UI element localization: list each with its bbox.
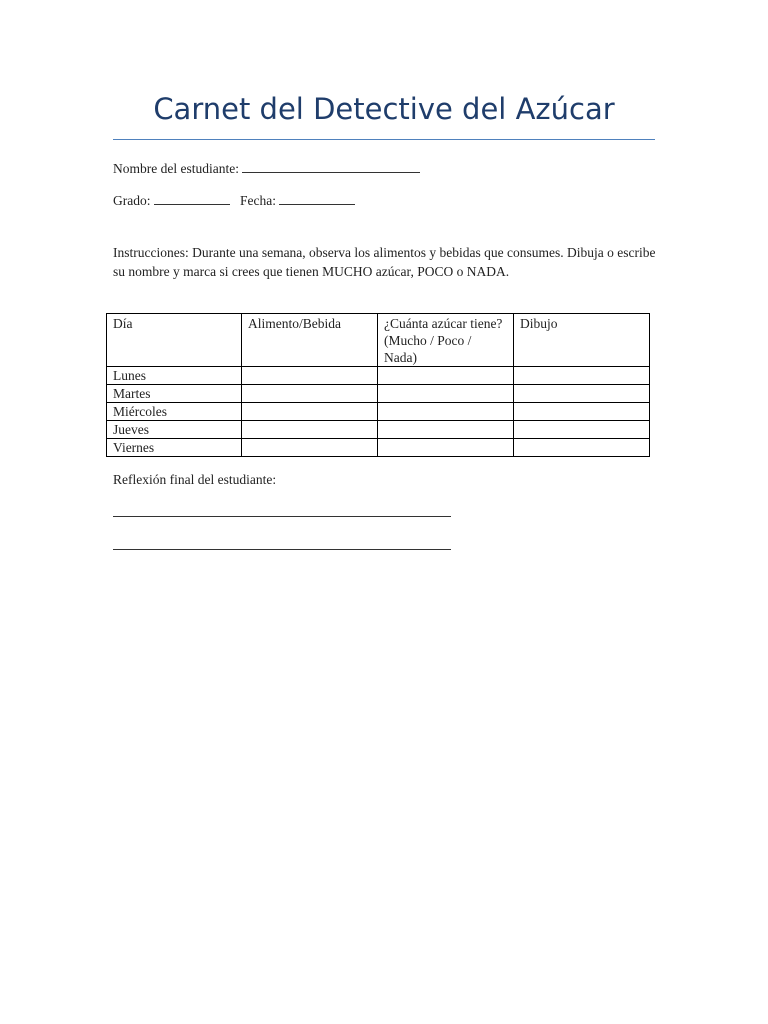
date-blank[interactable] bbox=[279, 192, 355, 205]
day-cell: Viernes bbox=[107, 439, 242, 457]
food-cell[interactable] bbox=[242, 403, 378, 421]
day-cell: Jueves bbox=[107, 421, 242, 439]
drawing-cell[interactable] bbox=[514, 403, 650, 421]
header-drawing: Dibujo bbox=[514, 314, 650, 367]
day-cell: Lunes bbox=[107, 367, 242, 385]
table-row bbox=[107, 439, 650, 457]
food-cell[interactable] bbox=[242, 385, 378, 403]
sugar-cell[interactable] bbox=[378, 385, 514, 403]
grade-blank[interactable] bbox=[154, 192, 230, 205]
day-cell: Martes bbox=[107, 385, 242, 403]
sugar-log-table bbox=[106, 313, 650, 457]
header-sugar: ¿Cuánta azúcar tiene? (Mucho / Poco / Nada) bbox=[378, 314, 514, 367]
sugar-cell[interactable] bbox=[378, 421, 514, 439]
drawing-cell[interactable] bbox=[514, 439, 650, 457]
food-cell[interactable] bbox=[242, 367, 378, 385]
header-food: Alimento/Bebida bbox=[242, 314, 378, 367]
table-row bbox=[107, 403, 650, 421]
drawing-cell[interactable] bbox=[514, 421, 650, 439]
reflection-blank-2[interactable] bbox=[113, 549, 451, 550]
reflection-blank-1[interactable] bbox=[113, 516, 451, 517]
food-cell[interactable] bbox=[242, 421, 378, 439]
table-row bbox=[107, 421, 650, 439]
reflection-label: Reflexión final del estudiante: bbox=[113, 472, 277, 487]
table-header-row bbox=[107, 314, 650, 367]
sugar-cell[interactable] bbox=[378, 403, 514, 421]
header-day: Día bbox=[107, 314, 242, 367]
grade-date-row bbox=[113, 192, 355, 210]
grade-label: Grado: bbox=[113, 193, 151, 208]
sugar-cell[interactable] bbox=[378, 439, 514, 457]
student-name-blank[interactable] bbox=[242, 160, 420, 173]
day-cell: Miércoles bbox=[107, 403, 242, 421]
table-row bbox=[107, 385, 650, 403]
instructions-text: Instrucciones: Durante una semana, observa los alimentos y bebidas que consumes. Dibuja o escribe su nombre y marca si crees que tienen MUCHO azúcar, POCO o NADA. bbox=[113, 245, 656, 279]
page-title: Carnet del Detective del Azúcar bbox=[153, 92, 615, 126]
title-divider bbox=[113, 139, 655, 140]
table-row bbox=[107, 367, 650, 385]
drawing-cell[interactable] bbox=[514, 367, 650, 385]
student-name-label: Nombre del estudiante: bbox=[113, 161, 239, 176]
date-label: Fecha: bbox=[240, 193, 276, 208]
food-cell[interactable] bbox=[242, 439, 378, 457]
sugar-cell[interactable] bbox=[378, 367, 514, 385]
drawing-cell[interactable] bbox=[514, 385, 650, 403]
student-name-row bbox=[113, 160, 420, 178]
